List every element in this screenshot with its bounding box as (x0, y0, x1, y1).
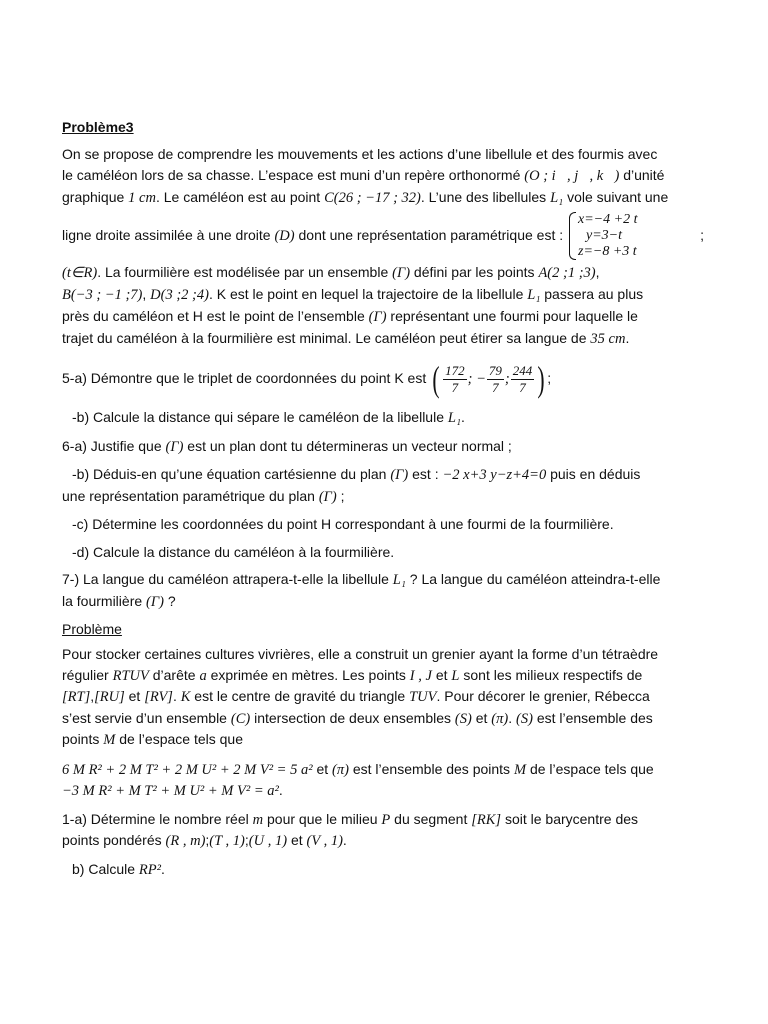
problem-title: Problème (62, 621, 122, 637)
problem-text: de l’espace tels que (529, 760, 654, 777)
math-weighted-point: (R , m) (165, 833, 206, 849)
math-point-a: A(2 ;1 ;3) (538, 265, 596, 281)
math-t-in-r: (t∈R) (62, 265, 98, 281)
math-point-d: D(3 ;2 ;4) (150, 287, 209, 303)
question-text: . (342, 832, 347, 848)
math-set: (S) (516, 710, 533, 727)
math-point-c: C(26 ; −17 ; 32) (324, 190, 421, 206)
fraction (443, 363, 467, 396)
intro-text: graphique (62, 189, 125, 205)
question-text: soit le barycentre des (504, 810, 639, 827)
math-l1: L₁ (527, 287, 541, 303)
question-text: ; (244, 832, 249, 848)
question-text: . (461, 409, 465, 425)
math-set: (S) (454, 710, 472, 727)
problem-text: s’est servie d’un ensemble (62, 709, 227, 726)
problem-text: et (475, 709, 488, 726)
math-point: P (381, 811, 391, 828)
question-text: 5-a) Démontre que le triplet de coordonnées du point K est (62, 370, 427, 386)
intro-text: . L’une des libellules (420, 189, 547, 205)
intro-line (62, 262, 704, 284)
math-weighted-point: (V , 1) (306, 833, 343, 849)
math-l1: L₁ (392, 572, 406, 588)
question-text: la fourmilière (62, 592, 143, 609)
problem-text: et (435, 666, 448, 683)
fraction-denominator: 7 (492, 379, 499, 395)
intro-text: près du caméléon et H est le point de l’ensemble (62, 308, 365, 324)
system-row: x=−4 +2 t (578, 212, 638, 228)
system-row: y=3−t (586, 228, 623, 244)
problem-text: , (90, 688, 95, 704)
problem-text: intersection de deux ensembles (254, 709, 452, 726)
math-gamma: (Γ) (390, 467, 409, 483)
intro-text: le caméléon lors de sa chasse. L’espace est muni d’un repère orthonormé (62, 167, 521, 183)
question-text: b) Calcule (72, 860, 136, 877)
question-text: . (160, 860, 165, 877)
question-text: ? La langue du caméléon atteindra-t-elle (409, 571, 661, 587)
question-6d (62, 542, 704, 563)
intro-text: passera au plus (544, 286, 644, 302)
math-gamma: (Γ) (318, 488, 337, 505)
math-segment: [RU] (94, 689, 125, 705)
problem-text: points (62, 731, 100, 747)
document-page (62, 118, 704, 887)
fraction-denominator: 7 (451, 379, 459, 395)
math-point: M (103, 732, 116, 748)
math-segment: [RK] (471, 811, 502, 828)
math-point: M (513, 761, 527, 778)
fraction (511, 363, 535, 396)
question-text: est un plan dont tu détermineras un vecteur normal ; (187, 437, 512, 454)
intro-text: dont une représentation paramétrique est : (298, 227, 564, 243)
problem-text: et (128, 688, 141, 704)
problem-text: d’arête (152, 666, 196, 683)
intro-line (62, 328, 704, 350)
brace-icon (569, 212, 576, 260)
math-set: (π) (332, 761, 349, 778)
question-text: est : (412, 466, 439, 482)
question-text: pour que le milieu (267, 810, 378, 827)
problem-text: . (278, 782, 283, 798)
question-text: 7-) La langue du caméléon attrapera-t-elle la libellule (62, 571, 389, 587)
question-text: une représentation paramétrique du plan (62, 487, 315, 504)
question-text: 1-a) Détermine le nombre réel (62, 810, 249, 827)
problem3-title: Problème3 (62, 119, 134, 135)
left-paren-icon: ( (432, 359, 440, 400)
math-gamma: (Γ) (146, 593, 164, 610)
intro-text: ligne droite assimilée à une droite (62, 227, 271, 243)
question-text: puis en déduis (550, 466, 641, 482)
math-point: K (180, 689, 191, 705)
question-6a (62, 436, 704, 458)
question-6c (62, 514, 704, 535)
problem3-intro (62, 144, 704, 350)
fraction-denominator: 7 (519, 379, 526, 395)
math-set: (π) (491, 710, 509, 727)
intro-text: . La fourmilière est modélisée par un ensemble (97, 264, 389, 280)
problem-text: est l’ensemble des (536, 709, 653, 726)
math-gamma: (Γ) (165, 438, 184, 455)
right-paren-icon: ) (537, 359, 545, 400)
math-unit: 1 cm (128, 190, 156, 206)
separator: ; − (467, 371, 486, 387)
math-line-d: (D) (274, 228, 295, 244)
question-text: -b) Calcule la distance qui sépare le caméléon de la libellule (72, 409, 444, 425)
math-point-b: B(−3 ; −1 ;7) (62, 287, 143, 303)
intro-text: représentant une fourmi pour laquelle le (390, 308, 638, 324)
math-l1: L₁ (447, 410, 461, 426)
math-weighted-point: (T , 1) (209, 833, 245, 849)
math-weighted-point: (U , 1) (248, 833, 288, 849)
question-text: -c) Détermine les coordonnées du point H correspondant à une fourmi de la fourmilière. (72, 516, 614, 532)
intro-text: trajet du caméléon à la fourmilière est minimal. Le caméléon peut étirer sa langue de (62, 330, 587, 346)
math-gamma: (Γ) (368, 309, 387, 325)
intro-text: d’unité (623, 167, 665, 183)
math-frame: (O ; i⃗, j⃗, k⃗) (524, 168, 620, 184)
intro-text: . K est le point en lequel la trajectoire de la libellule (208, 286, 524, 302)
intro-text: vole suivant une (567, 189, 669, 205)
question-6b (62, 464, 704, 507)
math-points: I , J (409, 667, 432, 684)
intro-line (62, 187, 704, 209)
question-7 (62, 569, 704, 612)
intro-line (62, 284, 704, 306)
problem-text: . (508, 709, 513, 726)
question-1a (62, 809, 704, 852)
math-gamma: (Γ) (392, 265, 411, 281)
question-text: ; (340, 487, 345, 504)
intro-text: On se propose de comprendre les mouvements et les actions d’une libellule et des fourmis avec (62, 146, 658, 162)
intro-text: . Le caméléon est au point (155, 189, 321, 205)
math-segment: [RT] (62, 689, 91, 705)
math-tetrahedron: RTUV (112, 667, 149, 684)
math-length: 35 cm (590, 331, 626, 347)
fraction (487, 363, 504, 396)
math-plane-equation: −2 x+3 y−z+4=0 (442, 467, 547, 483)
math-segment: [RV] (144, 689, 173, 705)
question-text: du segment (394, 810, 468, 827)
question-1b (62, 859, 704, 881)
problem-text: est le centre de gravité du triangle (194, 688, 406, 704)
problem-text: et (316, 760, 329, 777)
math-equation: −3 M R² + M T² + M U² + M V² = a² (62, 783, 279, 799)
problem-text: est l’ensemble des points (352, 760, 511, 777)
problem-statement (62, 644, 704, 802)
intro-text: ; (700, 227, 704, 243)
fraction-numerator: 79 (488, 362, 502, 378)
intro-line (62, 209, 704, 262)
separator: ; (504, 371, 510, 387)
question-5b (62, 407, 704, 429)
system-row: z=−8 +3 t (578, 244, 637, 260)
intro-text: défini par les points (413, 264, 535, 280)
problem-text: de l’espace tels que (119, 731, 243, 747)
question-text: 6-a) Justifie que (62, 437, 162, 454)
problem-text: . (172, 688, 177, 704)
problem-text: exprimée en mètres. Les points (210, 666, 406, 683)
problem-text: . Pour décorer le grenier, Rébecca (436, 688, 650, 704)
intro-line (62, 165, 704, 187)
fraction-numerator: 172 (445, 362, 465, 378)
math-l1: L₁ (550, 190, 564, 206)
intro-line (62, 144, 704, 165)
question-text: points pondérés (62, 832, 162, 848)
question-text: -d) Calcule la distance du caméléon à la fourmilière. (72, 543, 395, 560)
math-triangle: TUV (409, 689, 437, 705)
intro-text: , (142, 286, 147, 302)
math-edge: a (199, 667, 207, 684)
math-variable: m (252, 811, 264, 828)
question-text: ; (205, 832, 210, 848)
problem-text: régulier (62, 666, 109, 683)
question-text: -b) Déduis-en qu’une équation cartésienne du plan (72, 466, 387, 482)
problem-text: Pour stocker certaines cultures vivrières, elle a construit un grenier ayant la forme d’un tétraèdre (62, 646, 659, 662)
question-text: ; (547, 370, 552, 386)
question-text: et (290, 832, 303, 848)
intro-text: , (595, 264, 600, 280)
math-distance: RP² (138, 861, 161, 878)
math-point: L (451, 667, 460, 684)
parametric-system (569, 212, 637, 260)
math-equation: 6 M R² + 2 M T² + 2 M U² + 2 M V² = 5 a² (62, 761, 313, 778)
math-set: (C) (230, 710, 251, 727)
intro-text: . (625, 330, 630, 346)
fraction-numerator: 244 (512, 362, 533, 378)
question-5a (62, 357, 704, 400)
intro-line (62, 306, 704, 328)
question-text: ? (167, 592, 176, 609)
problem-text: sont les milieux respectifs de (463, 666, 643, 683)
